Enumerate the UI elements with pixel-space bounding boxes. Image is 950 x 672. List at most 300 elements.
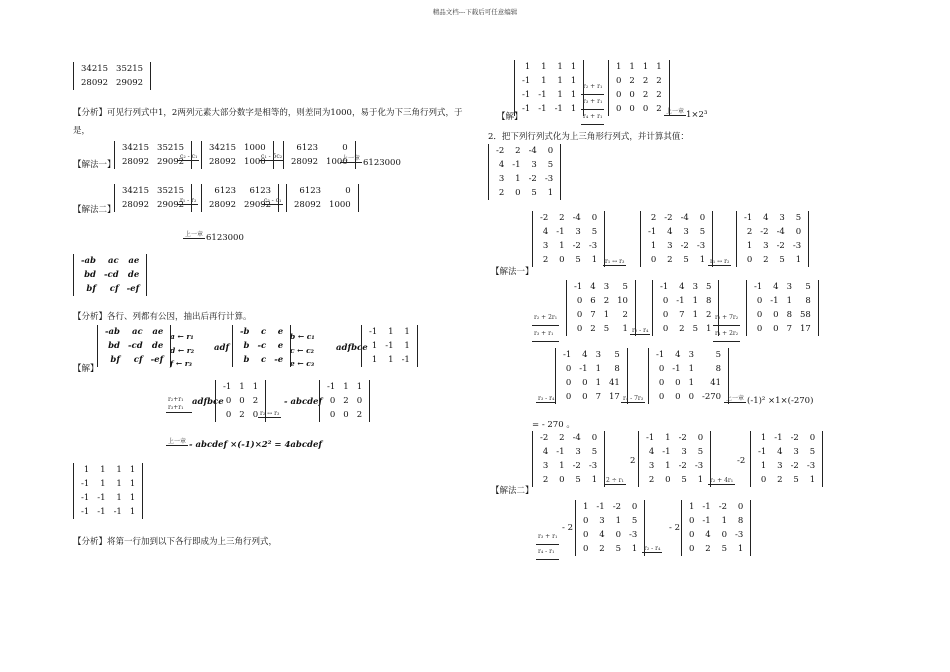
matrix-cell: bd xyxy=(84,270,96,280)
matrix-row xyxy=(740,211,805,225)
c-op-3: 上一章 xyxy=(726,395,745,402)
matrix-cell: 5 xyxy=(622,282,628,292)
matrix-row xyxy=(77,491,139,505)
matrix-cell: 1 xyxy=(116,493,122,503)
matrix-cell: 17 xyxy=(799,324,811,334)
matrix-cell: 35215 xyxy=(157,143,185,153)
matrix-cell: 28092 xyxy=(122,157,150,167)
matrix-cell: 0 xyxy=(629,90,635,100)
matrix-cell: 2 xyxy=(599,544,605,554)
matrix-row xyxy=(579,514,641,528)
matrix-cell: 4 xyxy=(667,227,673,237)
matrix-cell: 1 xyxy=(809,475,816,485)
matrix-cell: 0 xyxy=(591,213,598,223)
matrix-cell: 5 xyxy=(699,227,706,237)
matrix-cell: 0 xyxy=(547,146,554,156)
e-op-1: 2 ÷ r₁ xyxy=(606,477,624,484)
matrix-cell: 0 xyxy=(756,310,763,320)
matrix-table xyxy=(656,280,715,336)
matrix-cell: 1 xyxy=(692,310,698,320)
sol3-adf: adf xyxy=(214,343,230,353)
matrix-table xyxy=(642,431,707,487)
matrix-cell: 1 xyxy=(239,382,245,392)
sol3-op-e: e ← c₃ xyxy=(290,359,315,368)
matrix-row xyxy=(77,477,139,491)
matrix-cell: 0 xyxy=(689,530,695,540)
matrix-row xyxy=(612,88,666,102)
matrix-cell: 28092 xyxy=(122,200,150,210)
matrix-cell: 41 xyxy=(710,378,722,388)
matrix-row xyxy=(652,362,725,376)
sol3-matrix-1 xyxy=(97,325,171,367)
matrix-cell: 0 xyxy=(583,516,589,526)
matrix-cell: 1 xyxy=(116,465,122,475)
matrix-cell: -1 xyxy=(327,382,336,392)
matrix-row xyxy=(570,294,632,308)
matrix-cell: 2 xyxy=(679,324,685,334)
sol1-result: 6123000 xyxy=(363,158,401,168)
matrix-cell: -2 xyxy=(540,213,549,223)
matrix-row xyxy=(642,445,707,459)
matrix-cell: -2 xyxy=(790,461,799,471)
matrix-row xyxy=(77,463,139,477)
matrix-cell: ac xyxy=(107,256,119,266)
matrix-cell: 4 xyxy=(590,282,596,292)
matrix-cell: 1 xyxy=(557,90,563,100)
matrix-cell: 1 xyxy=(603,310,610,320)
matrix-row xyxy=(685,528,747,542)
matrix-cell: -2 xyxy=(528,174,537,184)
matrix-cell: 0 xyxy=(582,392,588,402)
matrix-cell: bf xyxy=(110,355,120,365)
matrix-cell: 0 xyxy=(631,502,638,512)
matrix-row xyxy=(323,394,366,408)
matrix-cell: 29092 xyxy=(244,200,272,210)
right-result-1: 1×2³ xyxy=(686,110,708,120)
matrix-cell: 3 xyxy=(683,227,689,237)
matrix-cell: 1 xyxy=(541,62,547,72)
matrix-row xyxy=(77,254,143,268)
matrix-cell: 1 xyxy=(116,479,122,489)
matrix-row xyxy=(642,459,707,473)
matrix-cell: 0 xyxy=(662,296,669,306)
matrix-table xyxy=(290,184,355,212)
matrix-cell: 3 xyxy=(498,174,505,184)
matrix-cell: -2 xyxy=(540,433,549,443)
matrix-cell: -1 xyxy=(676,296,685,306)
matrix-cell: 3 xyxy=(793,447,799,457)
matrix-row xyxy=(652,376,725,390)
matrix-cell: 1 xyxy=(129,479,136,489)
right-sol2-label: 【解法二】 xyxy=(491,486,534,496)
matrix-cell: 2 xyxy=(705,544,711,554)
matrix-cell: 1 xyxy=(591,255,598,265)
c-matrix-2 xyxy=(648,348,729,404)
right-solution-label: 【解】 xyxy=(497,112,523,122)
matrix-cell: 1000 xyxy=(326,157,348,167)
matrix-cell: cf xyxy=(109,284,119,294)
matrix-table xyxy=(77,254,143,296)
sol2-matrix-3 xyxy=(286,184,359,212)
matrix-cell: 0 xyxy=(356,396,363,406)
determinant-2 xyxy=(73,254,147,296)
matrix-cell: 1 xyxy=(570,104,577,114)
matrix-cell: -1 xyxy=(774,433,783,443)
matrix-row xyxy=(101,325,167,339)
matrix-cell: 29092 xyxy=(116,78,144,88)
a-matrix-1 xyxy=(532,211,605,267)
matrix-cell: 0 xyxy=(576,324,583,334)
matrix-row xyxy=(118,184,188,198)
matrix-cell: 1 xyxy=(631,544,638,554)
matrix-cell: 5 xyxy=(697,447,704,457)
matrix-cell: 1000 xyxy=(244,143,266,153)
matrix-row xyxy=(570,308,632,322)
matrix-cell: ae xyxy=(128,256,140,266)
matrix-cell: 2 xyxy=(622,310,628,320)
matrix-row xyxy=(685,500,747,514)
matrix-cell: -ef xyxy=(126,284,140,294)
matrix-cell: 6123 xyxy=(299,186,322,196)
matrix-cell: 29092 xyxy=(157,200,185,210)
matrix-cell: 0 xyxy=(689,544,695,554)
matrix-cell: 0 xyxy=(809,433,816,443)
matrix-row xyxy=(559,362,624,376)
matrix-cell: -3 xyxy=(696,241,706,251)
matrix-table xyxy=(219,380,262,422)
matrix-cell: 0 xyxy=(675,378,681,388)
matrix-cell: -1 xyxy=(81,479,90,489)
matrix-cell: 4 xyxy=(773,282,779,292)
matrix-cell: c xyxy=(261,355,267,365)
matrix-cell: 5 xyxy=(809,447,816,457)
matrix-row xyxy=(77,268,143,282)
matrix-row xyxy=(536,239,601,253)
matrix-row xyxy=(323,408,366,422)
matrix-cell: 4 xyxy=(777,447,783,457)
matrix-table xyxy=(559,348,624,404)
matrix-cell: -1 xyxy=(702,516,711,526)
sol3-adfbce: adfbce xyxy=(336,343,368,353)
c-result: (-1)² ×1×(-270) xyxy=(747,396,814,406)
matrix-cell: 1 xyxy=(129,507,136,517)
matrix-cell: 0 xyxy=(591,433,598,443)
matrix-cell: -e xyxy=(274,355,284,365)
matrix-row xyxy=(652,348,725,362)
matrix-cell: 0 xyxy=(642,104,649,114)
matrix-cell: 1 xyxy=(129,465,136,475)
matrix-cell: 1 xyxy=(559,461,565,471)
matrix-cell: 1 xyxy=(547,188,554,198)
right-ops-1 xyxy=(581,80,604,125)
right-op-r4: r₄ + r₁ xyxy=(581,110,604,125)
matrix-cell: 2 xyxy=(667,255,673,265)
matrix-cell: 1 xyxy=(515,174,521,184)
matrix-cell: -2 xyxy=(790,433,799,443)
matrix-cell: 4 xyxy=(582,350,588,360)
matrix-cell: -2 xyxy=(664,213,673,223)
matrix-cell: -1 xyxy=(563,350,572,360)
matrix-cell: 2 xyxy=(656,104,662,114)
matrix-row xyxy=(740,253,805,267)
matrix-cell: 1 xyxy=(371,341,378,351)
matrix-cell: 6123 xyxy=(249,186,272,196)
matrix-cell: 34215 xyxy=(122,186,150,196)
b-ops-1 xyxy=(532,310,559,342)
matrix-cell: -ab xyxy=(81,256,96,266)
matrix-cell: 0 xyxy=(756,296,763,306)
f-coef-2: - 2 xyxy=(669,523,680,533)
matrix-table xyxy=(536,211,601,267)
sol3-op-a: a ← r₁ xyxy=(170,332,194,341)
sol3-matrix-5 xyxy=(319,380,370,422)
matrix-row xyxy=(518,102,580,116)
matrix-cell: -1 xyxy=(522,76,531,86)
matrix-row xyxy=(750,322,815,336)
matrix-cell: 41 xyxy=(608,378,620,388)
matrix-row xyxy=(570,280,632,294)
matrix-table xyxy=(518,60,580,116)
matrix-cell: b xyxy=(243,355,250,365)
matrix-cell: 1 xyxy=(650,241,657,251)
matrix-cell: 5 xyxy=(614,350,620,360)
matrix-row xyxy=(518,74,580,88)
matrix-cell: 5 xyxy=(721,544,727,554)
matrix-cell: ae xyxy=(152,327,164,337)
matrix-cell: 1 xyxy=(570,62,577,72)
f-matrix-1 xyxy=(575,500,645,556)
matrix-cell: -1 xyxy=(97,493,106,503)
matrix-cell: -2 xyxy=(678,461,687,471)
matrix-cell: 5 xyxy=(575,255,581,265)
matrix-cell: -2 xyxy=(718,502,727,512)
matrix-cell: 3 xyxy=(575,447,581,457)
matrix-cell: 0 xyxy=(721,530,727,540)
matrix-cell: 0 xyxy=(576,310,583,320)
matrix-row xyxy=(492,144,557,158)
matrix-table xyxy=(579,500,641,556)
matrix-cell: 0 xyxy=(688,392,694,402)
sol3-op-f: f ← r₃ xyxy=(170,359,192,368)
matrix-cell: ac xyxy=(131,327,143,337)
matrix-cell: 0 xyxy=(565,378,572,388)
matrix-cell: 1 xyxy=(570,76,577,86)
sol1-op-2: c₁ - 5c₂ xyxy=(261,153,283,160)
matrix-cell: 5 xyxy=(692,324,698,334)
matrix-cell: 2 xyxy=(542,475,549,485)
matrix-cell: -1 xyxy=(672,364,681,374)
b-op-2: r₂ - r₄ xyxy=(632,327,649,334)
matrix-cell: -1 xyxy=(646,433,655,443)
solution-1-label: 【解法一】 xyxy=(73,160,116,170)
matrix-cell: 3 xyxy=(779,213,785,223)
sol3-result: - abcdef ×(-1)×2² = 4abcdef xyxy=(189,440,323,450)
matrix-cell: 3 xyxy=(681,447,687,457)
sol3-ops-2 xyxy=(290,330,315,371)
matrix-cell: 0 xyxy=(565,364,572,374)
f-op-2: r₂ - r₄ xyxy=(644,545,661,552)
matrix-cell: -1 xyxy=(770,296,779,306)
matrix-cell: -1 xyxy=(522,104,531,114)
matrix-cell: -4 xyxy=(572,213,581,223)
matrix-row xyxy=(236,353,287,367)
matrix-cell: -1 xyxy=(385,341,394,351)
matrix-row xyxy=(740,225,805,239)
matrix-cell: 0 xyxy=(650,255,657,265)
matrix-cell: 4 xyxy=(675,350,681,360)
right-sol1-label: 【解法一】 xyxy=(491,267,534,277)
matrix-cell: 0 xyxy=(746,255,753,265)
matrix-cell: 5 xyxy=(705,282,712,292)
matrix-cell: -4 xyxy=(776,227,785,237)
e-matrix-2 xyxy=(638,431,711,487)
matrix-cell: 5 xyxy=(631,516,638,526)
matrix-cell: 6123 xyxy=(214,186,237,196)
matrix-row xyxy=(77,62,147,76)
matrix-cell: 1 xyxy=(737,544,744,554)
matrix-cell: 28092 xyxy=(81,78,109,88)
matrix-cell: 2 xyxy=(603,296,610,306)
matrix-row xyxy=(518,60,580,74)
right-op-r2: r₂ + r₁ xyxy=(581,80,604,95)
matrix-cell: 0 xyxy=(515,188,521,198)
matrix-cell: 0 xyxy=(760,475,767,485)
matrix-cell: 5 xyxy=(615,544,621,554)
question-2: 2．把下列行列式化为上三角形行列式，并计算其值： xyxy=(488,132,689,142)
analysis-2: 【分析】各行、列都有公因，抽出后再行计算。 xyxy=(73,312,252,322)
matrix-cell: -2 xyxy=(572,241,581,251)
matrix-cell: -cd xyxy=(103,270,119,280)
matrix-row xyxy=(754,431,819,445)
matrix-cell: 2 xyxy=(705,310,712,320)
matrix-cell: 4 xyxy=(763,213,769,223)
matrix-row xyxy=(642,473,707,487)
matrix-table xyxy=(536,431,601,487)
a-matrix-2 xyxy=(640,211,713,267)
matrix-cell: 2 xyxy=(559,433,565,443)
matrix-cell: 0 xyxy=(565,392,572,402)
matrix-cell: -1 xyxy=(97,507,106,517)
matrix-cell: 6 xyxy=(590,296,596,306)
matrix-row xyxy=(754,473,819,487)
matrix-table xyxy=(236,325,287,367)
matrix-cell: de xyxy=(151,341,164,351)
matrix-row xyxy=(77,282,143,296)
matrix-cell: 4 xyxy=(705,530,711,540)
right-matrix-1 xyxy=(514,60,584,116)
b-op-d: r₄ + 2r₂ xyxy=(713,326,740,342)
matrix-cell: cf xyxy=(133,355,143,365)
determinant-1 xyxy=(73,62,151,90)
solution-2-label: 【解法二】 xyxy=(73,205,116,215)
analysis-1b: 是， xyxy=(73,126,91,136)
matrix-row xyxy=(656,280,715,294)
matrix-cell: -1 xyxy=(81,493,90,503)
matrix-row xyxy=(536,253,601,267)
matrix-cell: -2 xyxy=(572,461,581,471)
matrix-cell: 1 xyxy=(559,241,565,251)
matrix-cell: -4 xyxy=(528,146,537,156)
matrix-table xyxy=(570,280,632,336)
matrix-cell: 7 xyxy=(590,310,596,320)
matrix-cell: 0 xyxy=(329,410,336,420)
matrix-cell: 0 xyxy=(616,104,622,114)
matrix-cell: 1 xyxy=(404,341,410,351)
sol3-op-4: r₂+r₁ r₃+r₁ xyxy=(166,396,192,413)
matrix-row xyxy=(612,102,666,116)
f-op-b: r₄ - r₁ xyxy=(536,545,559,560)
matrix-cell: 1 xyxy=(665,433,671,443)
matrix-cell: 4 xyxy=(599,530,605,540)
matrix-cell: -2 xyxy=(678,433,687,443)
matrix-cell: 0 xyxy=(225,410,232,420)
matrix-cell: 28092 xyxy=(209,157,237,167)
matrix-cell: 5 xyxy=(715,350,722,360)
matrix-cell: -3 xyxy=(694,461,704,471)
matrix-row xyxy=(612,74,666,88)
matrix-cell: -2 xyxy=(496,146,505,156)
matrix-cell: 5 xyxy=(531,188,537,198)
matrix-cell: 0 xyxy=(756,324,763,334)
matrix-row xyxy=(492,158,557,172)
matrix-cell: 4 xyxy=(498,160,505,170)
determinant-3 xyxy=(73,463,143,519)
matrix-cell: 1 xyxy=(541,76,547,86)
matrix-cell: 1 xyxy=(699,255,706,265)
matrix-cell: 0 xyxy=(342,143,348,153)
matrix-cell: 0 xyxy=(559,475,565,485)
matrix-cell: 5 xyxy=(547,160,554,170)
matrix-cell: 3 xyxy=(603,282,610,292)
matrix-cell: 1 xyxy=(760,433,767,443)
matrix-cell: 58 xyxy=(799,310,811,320)
matrix-cell: 7 xyxy=(786,324,792,334)
matrix-cell: 1 xyxy=(656,62,662,72)
matrix-table xyxy=(365,325,414,367)
b-ops-3 xyxy=(713,310,740,342)
matrix-row xyxy=(644,239,709,253)
matrix-row xyxy=(754,445,819,459)
a-op-2: r₁ ↔ r₂ xyxy=(710,258,730,265)
matrix-cell: 0 xyxy=(662,310,669,320)
matrix-cell: 1000 xyxy=(244,157,266,167)
matrix-row xyxy=(559,348,624,362)
matrix-cell: 34215 xyxy=(209,143,237,153)
page-header: 精品文档---下载后可任意编辑 xyxy=(432,8,518,16)
matrix-cell: 3 xyxy=(763,241,769,251)
matrix-cell: 5 xyxy=(681,475,687,485)
matrix-cell: 1 xyxy=(622,324,628,334)
sol3-op-d: d ← r₂ xyxy=(170,345,194,355)
matrix-cell: 3 xyxy=(531,160,537,170)
matrix-cell: 1 xyxy=(570,90,577,100)
b-matrix-3 xyxy=(746,280,819,336)
matrix-cell: -1 xyxy=(660,282,669,292)
sol3-ops-1 xyxy=(170,330,194,371)
matrix-row xyxy=(644,225,709,239)
matrix-cell: bf xyxy=(86,284,96,294)
matrix-row xyxy=(750,308,815,322)
sol2-op-3: 上一章 xyxy=(185,231,204,238)
matrix-cell: 5 xyxy=(591,227,598,237)
matrix-cell: -3 xyxy=(806,461,816,471)
matrix-cell: 5 xyxy=(805,282,811,292)
matrix-row xyxy=(236,325,287,339)
matrix-cell: -ab xyxy=(105,327,120,337)
matrix-row xyxy=(236,339,287,353)
matrix-cell: 0 xyxy=(225,396,232,406)
analysis-1: 【分析】可见行列式中1，2两列元素大部分数字是相等的，则差同为1000，易于化为下三角行列式，于 xyxy=(73,108,463,118)
